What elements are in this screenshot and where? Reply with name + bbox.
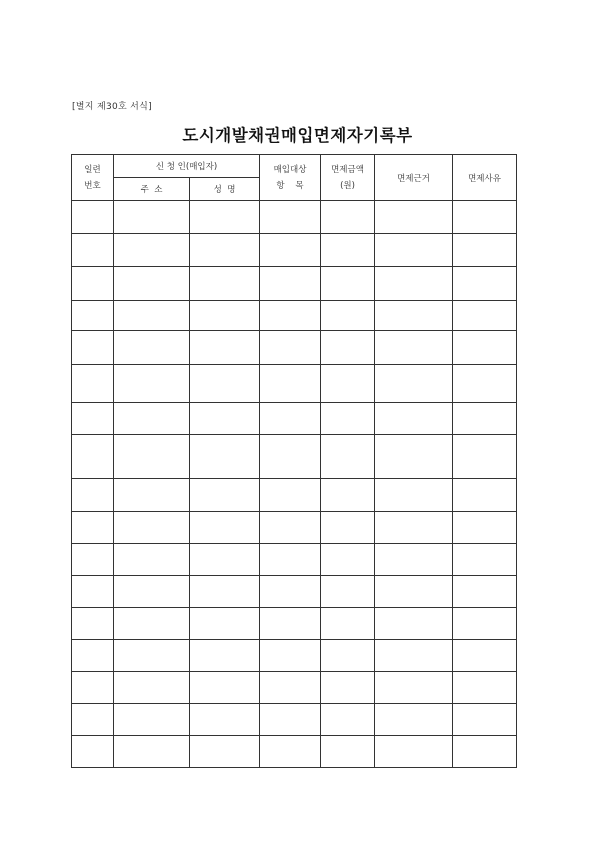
basis-cell xyxy=(375,234,453,267)
amount-cell xyxy=(321,403,375,435)
address-cell xyxy=(114,301,190,331)
table-row xyxy=(72,672,517,704)
reason-cell xyxy=(453,736,517,768)
exemption-register-table xyxy=(71,154,517,768)
header-exempt-amount-line1: 면제금액 xyxy=(331,164,364,175)
serial-cell xyxy=(72,267,114,301)
amount-cell xyxy=(321,704,375,736)
header-serial-line2: 번호 xyxy=(84,180,101,191)
basis-cell xyxy=(375,301,453,331)
register-body xyxy=(72,201,517,768)
basis-cell xyxy=(375,331,453,365)
amount-cell xyxy=(321,672,375,704)
serial-cell xyxy=(72,301,114,331)
amount-cell xyxy=(321,435,375,479)
address-cell xyxy=(114,435,190,479)
table-row xyxy=(72,234,517,267)
basis-cell xyxy=(375,512,453,544)
item-cell xyxy=(260,608,321,640)
serial-cell xyxy=(72,479,114,512)
item-cell xyxy=(260,267,321,301)
serial-cell xyxy=(72,435,114,479)
name-cell xyxy=(190,672,260,704)
address-cell xyxy=(114,365,190,403)
name-cell xyxy=(190,201,260,234)
header-exempt-amount xyxy=(321,155,375,201)
amount-cell xyxy=(321,365,375,403)
item-cell xyxy=(260,576,321,608)
serial-cell xyxy=(72,403,114,435)
reason-cell xyxy=(453,331,517,365)
name-cell xyxy=(190,435,260,479)
name-cell xyxy=(190,576,260,608)
basis-cell xyxy=(375,576,453,608)
amount-cell xyxy=(321,640,375,672)
basis-cell xyxy=(375,736,453,768)
address-cell xyxy=(114,234,190,267)
address-cell xyxy=(114,576,190,608)
basis-cell xyxy=(375,267,453,301)
item-cell xyxy=(260,234,321,267)
item-cell xyxy=(260,512,321,544)
amount-cell xyxy=(321,576,375,608)
table-row xyxy=(72,331,517,365)
amount-cell xyxy=(321,234,375,267)
serial-cell xyxy=(72,672,114,704)
name-cell xyxy=(190,704,260,736)
header-purchase-item xyxy=(260,155,321,201)
serial-cell xyxy=(72,331,114,365)
reason-cell xyxy=(453,403,517,435)
amount-cell xyxy=(321,479,375,512)
address-cell xyxy=(114,544,190,576)
item-cell xyxy=(260,640,321,672)
amount-cell xyxy=(321,736,375,768)
table-row xyxy=(72,435,517,479)
address-cell xyxy=(114,201,190,234)
table-row xyxy=(72,736,517,768)
basis-cell xyxy=(375,672,453,704)
document-title: 도시개발채권매입면제자기록부 xyxy=(182,126,413,145)
address-cell xyxy=(114,479,190,512)
form-number-label: [별지 제30호 서식] xyxy=(72,102,152,112)
address-cell xyxy=(114,704,190,736)
serial-cell xyxy=(72,736,114,768)
name-cell xyxy=(190,512,260,544)
header-exempt-amount-line2: (원) xyxy=(340,180,355,191)
table-row xyxy=(72,704,517,736)
serial-cell xyxy=(72,234,114,267)
basis-cell xyxy=(375,544,453,576)
amount-cell xyxy=(321,301,375,331)
table-row xyxy=(72,544,517,576)
amount-cell xyxy=(321,331,375,365)
amount-cell xyxy=(321,201,375,234)
item-cell xyxy=(260,301,321,331)
name-cell xyxy=(190,736,260,768)
name-cell xyxy=(190,403,260,435)
name-cell xyxy=(190,234,260,267)
item-cell xyxy=(260,365,321,403)
basis-cell xyxy=(375,608,453,640)
amount-cell xyxy=(321,544,375,576)
name-cell xyxy=(190,365,260,403)
reason-cell xyxy=(453,234,517,267)
header-applicant: 신 청 인(매입자) xyxy=(114,155,260,178)
serial-cell xyxy=(72,512,114,544)
reason-cell xyxy=(453,672,517,704)
amount-cell xyxy=(321,512,375,544)
header-address: 주 소 xyxy=(114,178,190,201)
header-exempt-basis: 면제근거 xyxy=(375,155,453,201)
name-cell xyxy=(190,544,260,576)
table-row xyxy=(72,365,517,403)
header-serial-number xyxy=(72,155,114,201)
basis-cell xyxy=(375,403,453,435)
header-name: 성 명 xyxy=(190,178,260,201)
header-serial-line1: 일련 xyxy=(84,164,101,175)
name-cell xyxy=(190,301,260,331)
item-cell xyxy=(260,672,321,704)
reason-cell xyxy=(453,301,517,331)
serial-cell xyxy=(72,640,114,672)
table-row xyxy=(72,576,517,608)
reason-cell xyxy=(453,435,517,479)
reason-cell xyxy=(453,544,517,576)
reason-cell xyxy=(453,512,517,544)
name-cell xyxy=(190,479,260,512)
address-cell xyxy=(114,640,190,672)
table-row xyxy=(72,301,517,331)
item-cell xyxy=(260,403,321,435)
reason-cell xyxy=(453,576,517,608)
amount-cell xyxy=(321,608,375,640)
item-cell xyxy=(260,736,321,768)
basis-cell xyxy=(375,435,453,479)
table-row xyxy=(72,267,517,301)
basis-cell xyxy=(375,704,453,736)
item-cell xyxy=(260,435,321,479)
reason-cell xyxy=(453,365,517,403)
header-purchase-item-line1: 매입대상 xyxy=(273,164,307,175)
basis-cell xyxy=(375,479,453,512)
table-row xyxy=(72,640,517,672)
name-cell xyxy=(190,640,260,672)
table-row xyxy=(72,479,517,512)
reason-cell xyxy=(453,267,517,301)
serial-cell xyxy=(72,576,114,608)
basis-cell xyxy=(375,201,453,234)
amount-cell xyxy=(321,267,375,301)
item-cell xyxy=(260,479,321,512)
serial-cell xyxy=(72,365,114,403)
address-cell xyxy=(114,267,190,301)
address-cell xyxy=(114,331,190,365)
table-row xyxy=(72,201,517,234)
reason-cell xyxy=(453,201,517,234)
table-row xyxy=(72,512,517,544)
table-row xyxy=(72,403,517,435)
serial-cell xyxy=(72,704,114,736)
item-cell xyxy=(260,201,321,234)
basis-cell xyxy=(375,365,453,403)
item-cell xyxy=(260,704,321,736)
basis-cell xyxy=(375,640,453,672)
reason-cell xyxy=(453,640,517,672)
reason-cell xyxy=(453,479,517,512)
item-cell xyxy=(260,331,321,365)
serial-cell xyxy=(72,201,114,234)
address-cell xyxy=(114,608,190,640)
serial-cell xyxy=(72,608,114,640)
address-cell xyxy=(114,512,190,544)
reason-cell xyxy=(453,704,517,736)
item-cell xyxy=(260,544,321,576)
name-cell xyxy=(190,267,260,301)
name-cell xyxy=(190,608,260,640)
name-cell xyxy=(190,331,260,365)
header-purchase-item-line2: 항 목 xyxy=(276,180,304,191)
header-exempt-reason: 면제사유 xyxy=(453,155,517,201)
serial-cell xyxy=(72,544,114,576)
address-cell xyxy=(114,403,190,435)
table-row xyxy=(72,608,517,640)
address-cell xyxy=(114,736,190,768)
reason-cell xyxy=(453,608,517,640)
address-cell xyxy=(114,672,190,704)
